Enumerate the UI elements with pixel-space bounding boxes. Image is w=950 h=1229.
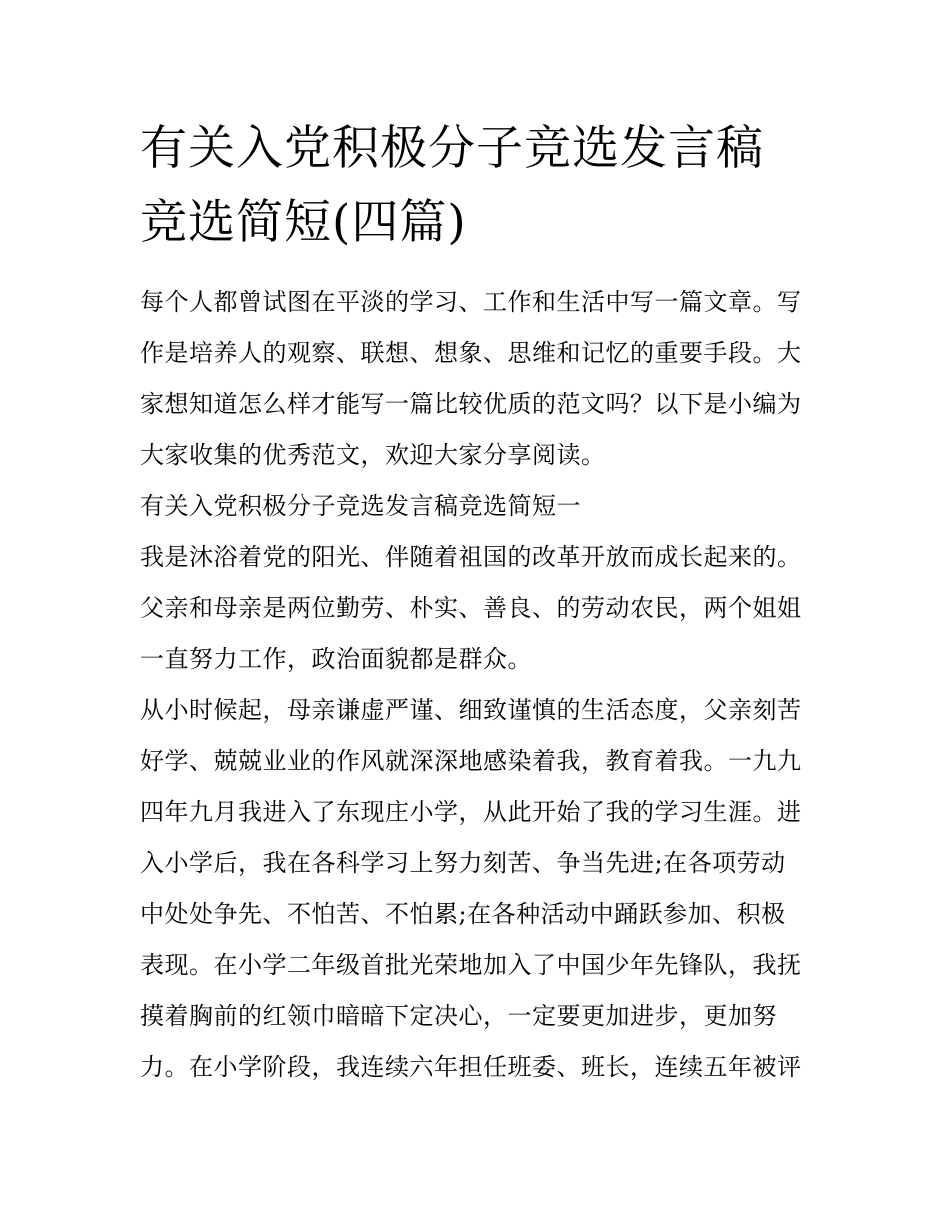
section-heading: 有关入党积极分子竞选发言稿竞选简短一 — [140, 492, 581, 520]
body-line: 从小时候起，母亲谦虚严谨、细致谨慎的生活态度，父亲刻苦 — [140, 696, 802, 724]
title-line: 竞选简短(四篇) — [140, 195, 467, 250]
body-line: 每个人都曾试图在平淡的学习、工作和生活中写一篇文章。写 — [140, 288, 802, 316]
body-line: 四年九月我进入了东现庄小学，从此开始了我的学习生涯。进 — [140, 798, 802, 826]
document-body — [140, 277, 820, 1093]
body-line: 我是沐浴着党的阳光、伴随着祖国的改革开放而成长起来的。 — [140, 543, 802, 571]
body-line: 摸着胸前的红领巾暗暗下定决心，一定要更加进步，更加努 — [140, 1002, 777, 1030]
body-line: 父亲和母亲是两位勤劳、朴实、善良、的劳动农民，两个姐姐 — [140, 594, 802, 622]
body-line: 大家收集的优秀范文，欢迎大家分享阅读。 — [140, 441, 606, 469]
body-line: 好学、兢兢业业的作风就深深地感染着我，教育着我。一九九 — [140, 747, 802, 775]
body-line: 表现。在小学二年级首批光荣地加入了中国少年先锋队，我抚 — [140, 951, 802, 979]
body-line: 家想知道怎么样才能写一篇比较优质的范文吗？以下是小编为 — [140, 390, 802, 418]
body-line: 入小学后，我在各科学习上努力刻苦、争当先进;在各项劳动 — [140, 849, 786, 877]
document-title — [140, 112, 820, 260]
body-line: 力。在小学阶段，我连续六年担任班委、班长，连续五年被评 — [140, 1053, 802, 1081]
title-line: 有关入党积极分子竞选发言稿 — [140, 121, 764, 176]
body-line: 一直努力工作，政治面貌都是群众。 — [140, 645, 532, 673]
body-line: 中处处争先、不怕苦、不怕累;在各种活动中踊跃参加、积极 — [140, 900, 786, 928]
body-line: 作是培养人的观察、联想、想象、思维和记忆的重要手段。大 — [140, 339, 802, 367]
